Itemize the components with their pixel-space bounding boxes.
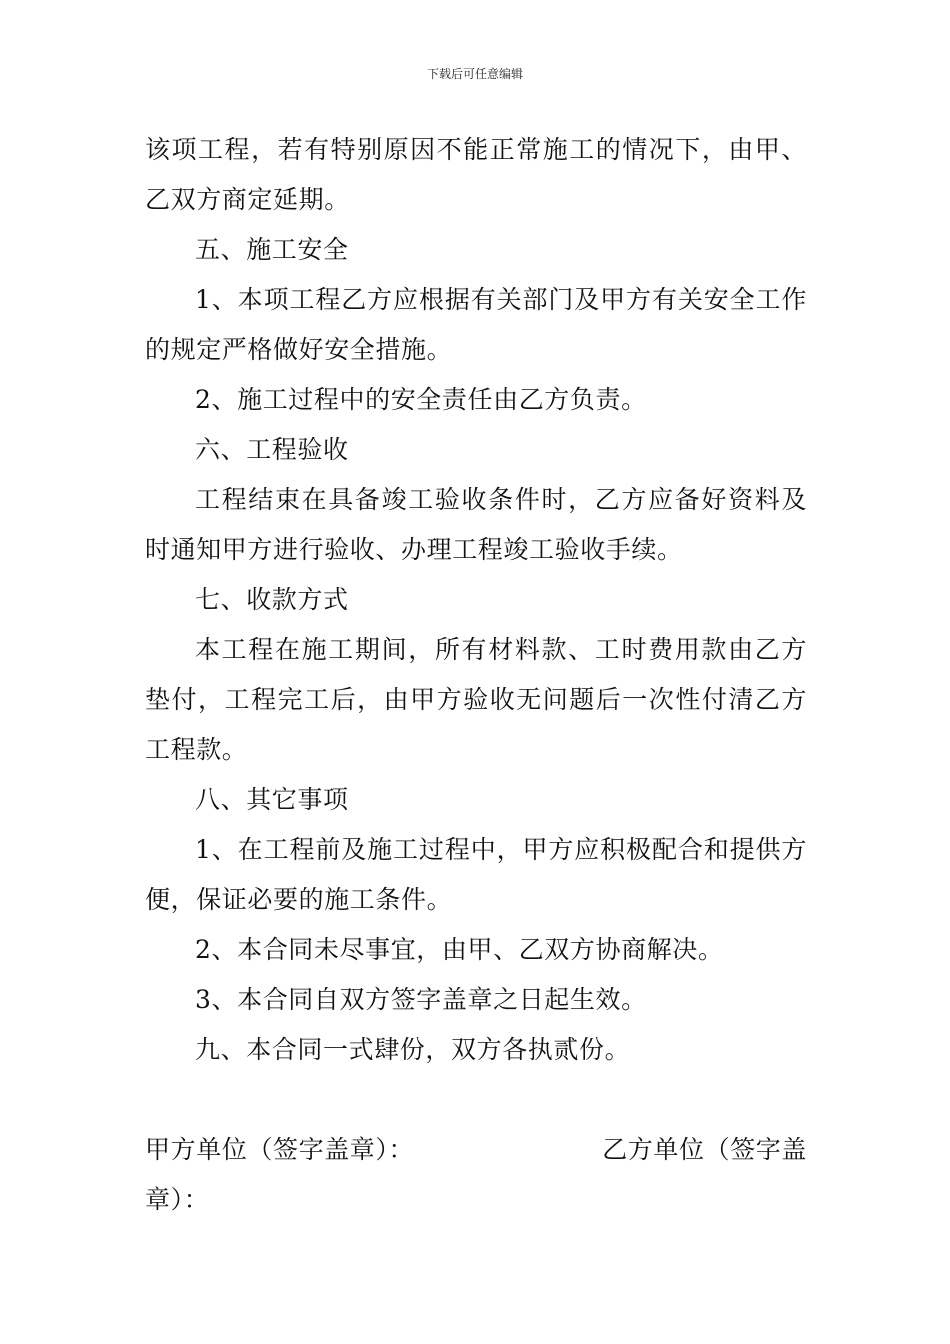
paragraph-safety-responsibility: 2、施工过程中的安全责任由乙方负责。 xyxy=(195,385,647,414)
paragraph-acceptance: 工程结束在具备竣工验收条件时，乙方应备好资料及时通知甲方进行验收、办理工程竣工验收手续。 xyxy=(145,485,807,564)
heading-acceptance: 六、工程验收 xyxy=(195,435,349,464)
paragraph-copies: 九、本合同一式肆份，双方各执贰份。 xyxy=(195,1035,631,1064)
party-a-signature-label: 甲方单位（签字盖章）： xyxy=(145,1135,415,1164)
paragraph-extension: 该项工程，若有特别原因不能正常施工的情况下，由甲、乙双方商定延期。 xyxy=(145,135,807,214)
document-body xyxy=(145,125,807,1225)
party-b-signature-label: 乙方单位（签字盖 xyxy=(602,1135,807,1164)
paragraph-safety-measures: 1、本项工程乙方应根据有关部门及甲方有关安全工作的规定严格做好安全措施。 xyxy=(145,285,807,364)
paragraph-cooperation: 1、在工程前及施工过程中，甲方应积极配合和提供方便，保证必要的施工条件。 xyxy=(145,835,807,914)
heading-payment: 七、收款方式 xyxy=(195,585,349,614)
paragraph-unresolved-matters: 2、本合同未尽事宜，由甲、乙双方协商解决。 xyxy=(195,935,724,964)
party-b-signature-label-continued: 章）： xyxy=(145,1185,210,1214)
signature-row xyxy=(145,1125,807,1175)
page-header: 下载后可任意编辑 xyxy=(426,67,523,81)
heading-other-matters: 八、其它事项 xyxy=(195,785,349,814)
heading-construction-safety: 五、施工安全 xyxy=(195,235,349,264)
paragraph-payment: 本工程在施工期间，所有材料款、工时费用款由乙方垫付，工程完工后，由甲方验收无问题后一次性付清乙方工程款。 xyxy=(145,635,807,764)
spacer xyxy=(145,1075,807,1125)
paragraph-effective-date: 3、本合同自双方签字盖章之日起生效。 xyxy=(195,985,647,1014)
